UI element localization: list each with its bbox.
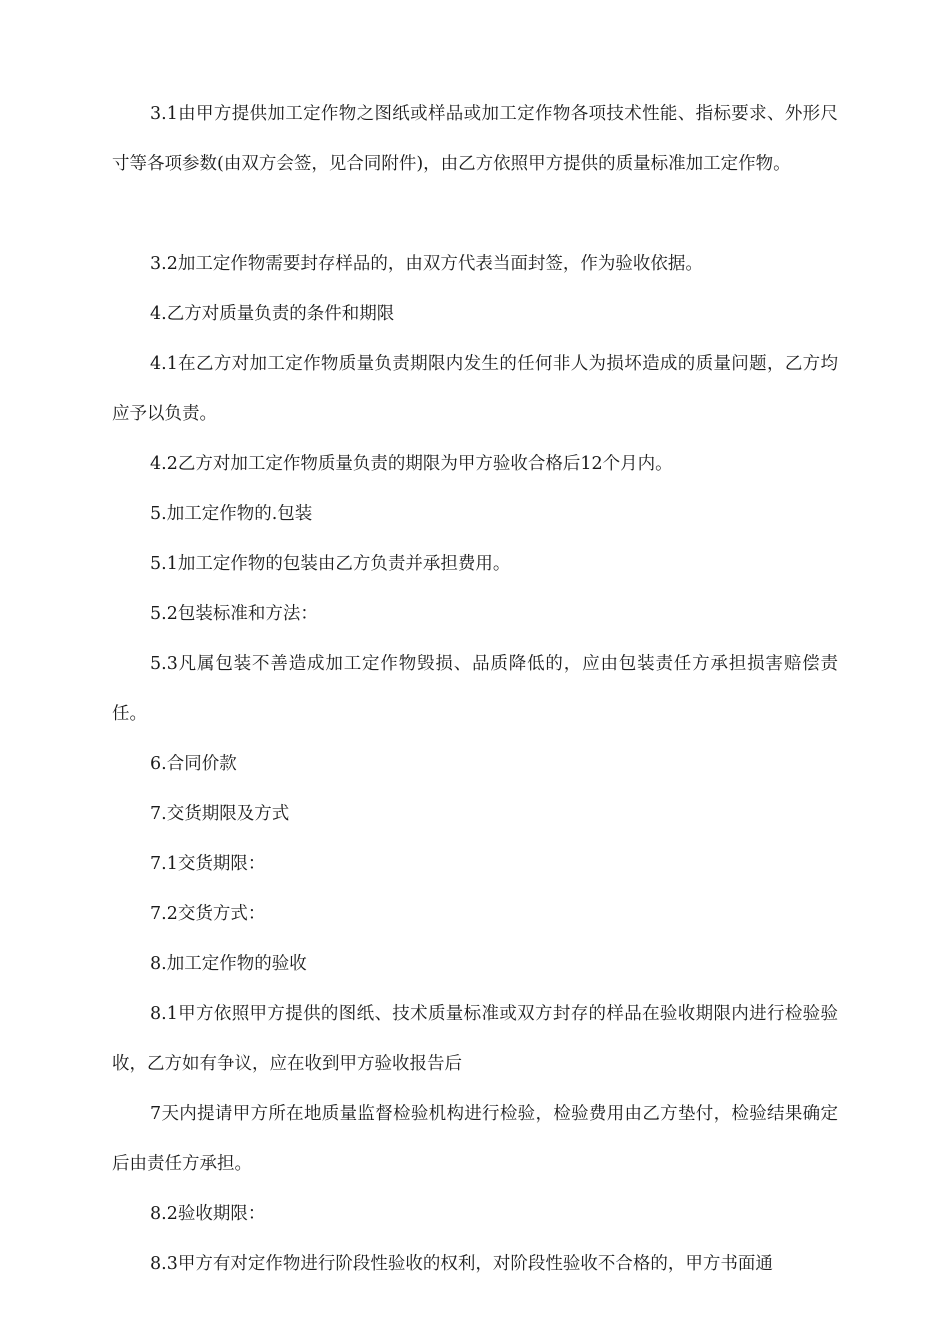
paragraph-5-1: 5.1加工定作物的包装由乙方负责并承担费用。 bbox=[150, 554, 511, 574]
paragraph-8-1-continued: 7天内提请甲方所在地质量监督检验机构进行检验，检验费用由乙方垫付，检验结果确定后由责任方承担。 bbox=[112, 1104, 838, 1174]
paragraph-8-1: 8.1甲方依照甲方提供的图纸、技术质量标准或双方封存的样品在验收期限内进行检验验收，乙方如有争议，应在收到甲方验收报告后 bbox=[112, 1004, 838, 1074]
section-heading-4: 4.乙方对质量负责的条件和期限 bbox=[150, 304, 395, 324]
paragraph-4-2: 4.2乙方对加工定作物质量负责的期限为甲方验收合格后12个月内。 bbox=[150, 454, 673, 474]
section-heading-5: 5.加工定作物的.包装 bbox=[150, 504, 313, 524]
section-heading-6: 6.合同价款 bbox=[150, 754, 237, 774]
paragraph-5-2: 5.2包装标准和方法： bbox=[150, 604, 318, 624]
paragraph-7-2: 7.2交货方式： bbox=[150, 904, 266, 924]
section-heading-7: 7.交货期限及方式 bbox=[150, 804, 290, 824]
paragraph-7-1: 7.1交货期限： bbox=[150, 854, 266, 874]
paragraph-5-3: 5.3凡属包装不善造成加工定作物毁损、品质降低的，应由包装责任方承担损害赔偿责任。 bbox=[112, 654, 838, 724]
section-heading-8: 8.加工定作物的验收 bbox=[150, 954, 307, 974]
paragraph-8-3: 8.3甲方有对定作物进行阶段性验收的权利，对阶段性验收不合格的，甲方书面通 bbox=[150, 1254, 773, 1274]
paragraph-3-2: 3.2加工定作物需要封存样品的，由双方代表当面封签，作为验收依据。 bbox=[150, 254, 703, 274]
paragraph-3-1: 3.1由甲方提供加工定作物之图纸或样品或加工定作物各项技术性能、指标要求、外形尺寸等各项参数(由双方会签，见合同附件)，由乙方依照甲方提供的质量标准加工定作物。 bbox=[112, 104, 838, 174]
paragraph-8-2: 8.2验收期限： bbox=[150, 1204, 266, 1224]
paragraph-4-1: 4.1在乙方对加工定作物质量负责期限内发生的任何非人为损坏造成的质量问题，乙方均应予以负责。 bbox=[112, 354, 838, 424]
